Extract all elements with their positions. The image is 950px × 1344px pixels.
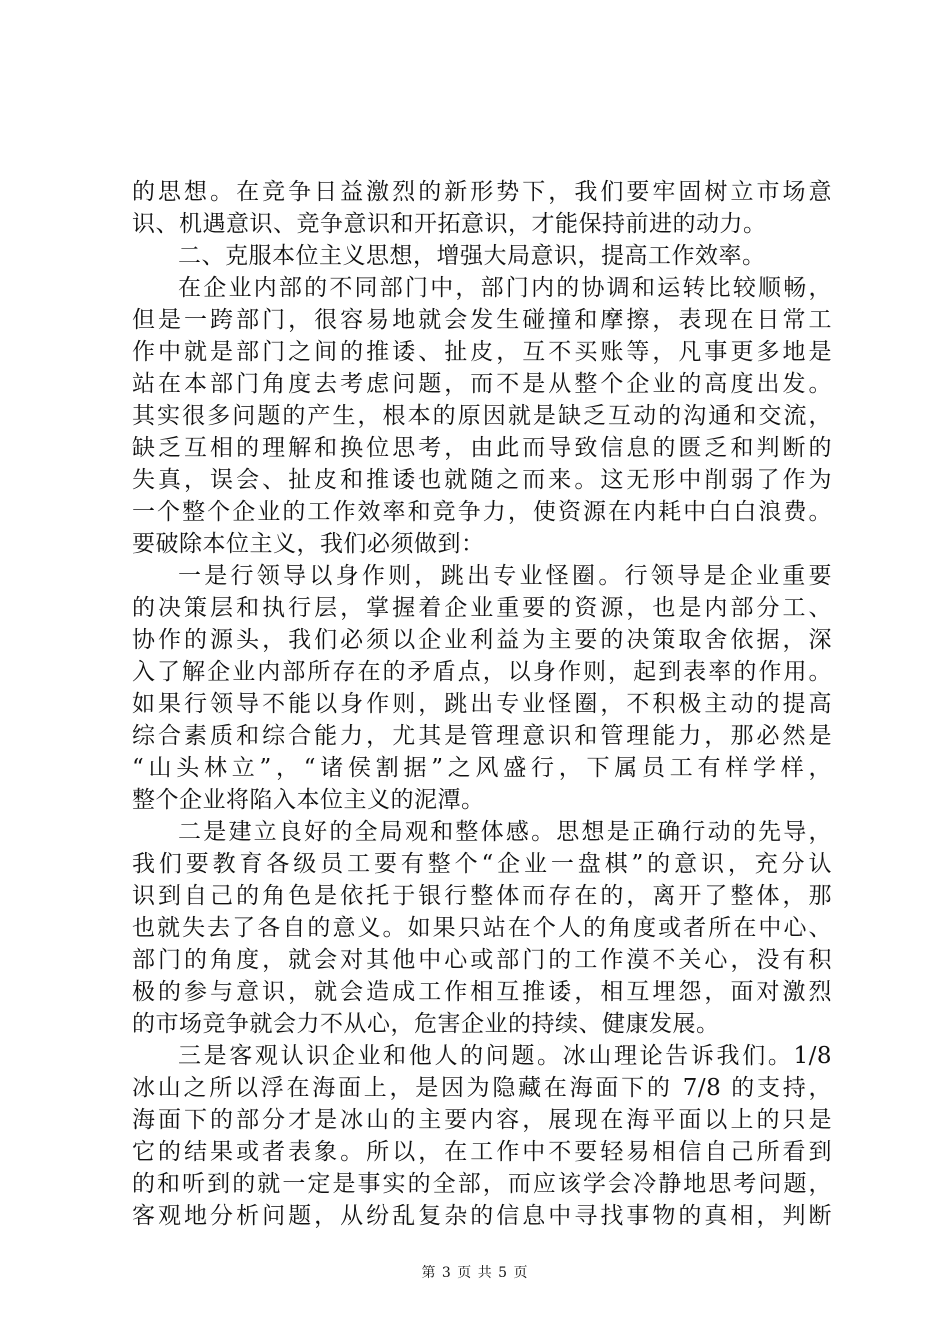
- text-line: 的和听到的就一定是事实的全部，而应该学会冷静地思考问题，: [132, 1171, 832, 1197]
- text-line: 部门的角度，就会对其他中心或部门的工作漠不关心，没有积: [132, 947, 832, 973]
- text-line: 客观地分析问题，从纷乱复杂的信息中寻找事物的真相，判断: [132, 1203, 832, 1229]
- text-line: 三是客观认识企业和他人的问题。冰山理论告诉我们。1/8: [178, 1043, 832, 1069]
- text-line: 我们要教育各级员工要有整个“企业一盘棋”的意识，充分认: [132, 851, 832, 877]
- text-line: “山头林立”，“诸侯割据”之风盛行，下属员工有样学样，: [132, 755, 832, 781]
- text-line: 冰山之所以浮在海面上，是因为隐藏在海面下的 7/8 的支持，: [132, 1075, 832, 1101]
- text-line: 入了解企业内部所存在的矛盾点，以身作则，起到表率的作用。: [132, 659, 832, 685]
- text-line: 综合素质和综合能力，尤其是管理意识和管理能力，那必然是: [132, 723, 832, 749]
- text-line: 一个整个企业的工作效率和竞争力，使资源在内耗中白白浪费。: [132, 499, 832, 525]
- text-line: 其实很多问题的产生，根本的原因就是缺乏互动的沟通和交流，: [132, 403, 832, 429]
- text-line: 缺乏互相的理解和换位思考，由此而导致信息的匮乏和判断的: [132, 435, 832, 461]
- text-line: 的决策层和执行层，掌握着企业重要的资源，也是内部分工、: [132, 595, 832, 621]
- text-line: 二是建立良好的全局观和整体感。思想是正确行动的先导，: [178, 819, 832, 845]
- text-line: 站在本部门角度去考虑问题，而不是从整个企业的高度出发。: [132, 371, 832, 397]
- text-line: 但是一跨部门，很容易地就会发生碰撞和摩擦，表现在日常工: [132, 307, 832, 333]
- text-line: 一是行领导以身作则，跳出专业怪圈。行领导是企业重要: [178, 563, 832, 589]
- text-line: 也就失去了各自的意义。如果只站在个人的角度或者所在中心、: [132, 915, 832, 941]
- text-line: 的思想。在竞争日益激烈的新形势下，我们要牢固树立市场意: [132, 179, 832, 205]
- page-footer: 第 3 页 共 5 页: [421, 1265, 529, 1281]
- text-line: 作中就是部门之间的推诿、扯皮，互不买账等，凡事更多地是: [132, 339, 832, 365]
- text-line: 如果行领导不能以身作则，跳出专业怪圈，不积极主动的提高: [132, 691, 832, 717]
- text-line: 协作的源头，我们必须以企业利益为主要的决策取舍依据，深: [132, 627, 832, 653]
- text-line: 识、机遇意识、竞争意识和开拓意识，才能保持前进的动力。: [132, 211, 767, 237]
- text-line: 海面下的部分才是冰山的主要内容，展现在海平面以上的只是: [132, 1107, 832, 1133]
- text-line: 极的参与意识，就会造成工作相互推诿，相互埋怨，面对激烈: [132, 979, 832, 1005]
- text-line: 要破除本位主义，我们必须做到：: [132, 531, 485, 557]
- text-line: 失真，误会、扯皮和推诿也就随之而来。这无形中削弱了作为: [132, 467, 832, 493]
- text-line: 整个企业将陷入本位主义的泥潭。: [132, 787, 485, 813]
- body-text: [132, 176, 832, 1232]
- text-line: 在企业内部的不同部门中，部门内的协调和运转比较顺畅，: [178, 275, 832, 301]
- text-line: 识到自己的角色是依托于银行整体而存在的，离开了整体，那: [132, 883, 832, 909]
- text-line: 它的结果或者表象。所以，在工作中不要轻易相信自己所看到: [132, 1139, 832, 1165]
- text-line: 二、克服本位主义思想，增强大局意识，提高工作效率。: [178, 243, 766, 269]
- text-line: 的市场竞争就会力不从心，危害企业的持续、健康发展。: [132, 1011, 720, 1037]
